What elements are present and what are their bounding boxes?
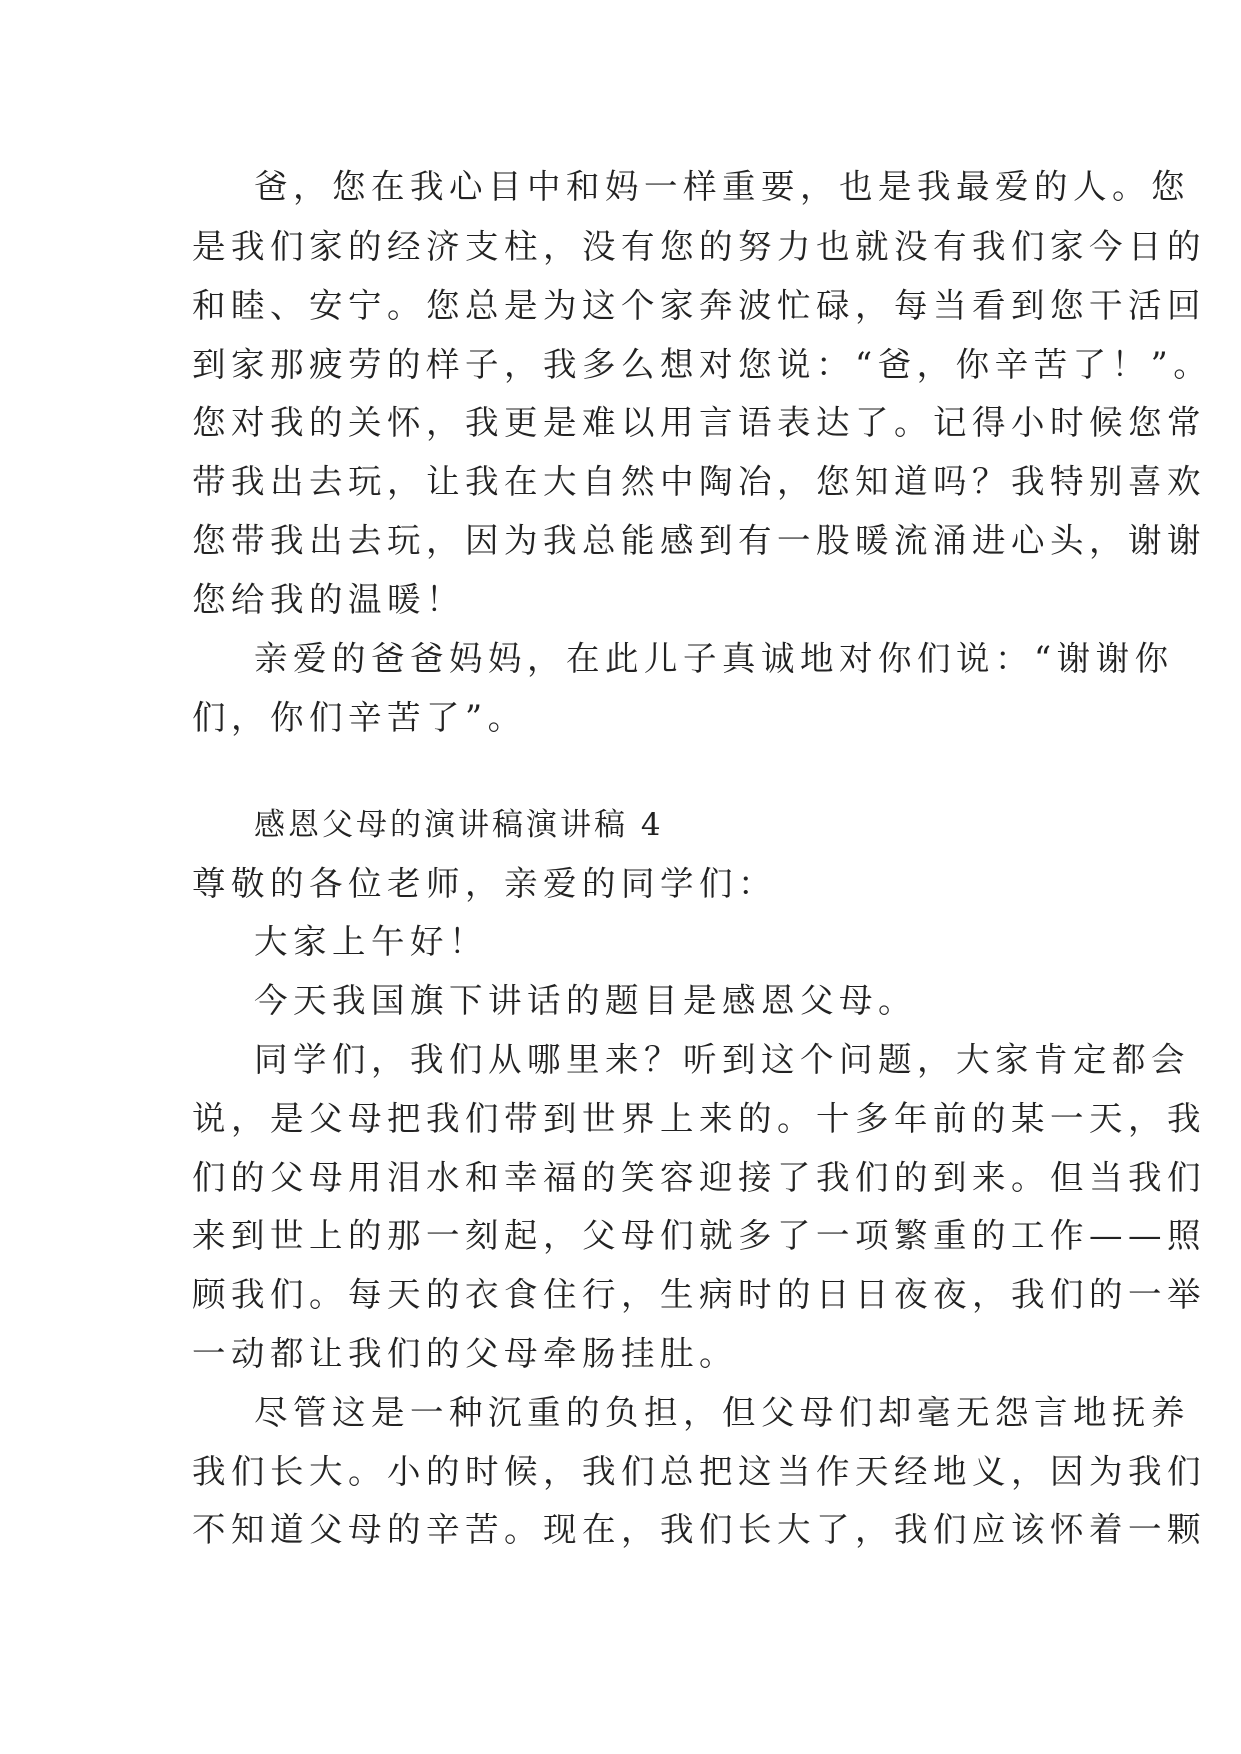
paragraph-line: 您带我出去玩，因为我总能感到有一股暖流涌进心头，谢谢: [192, 521, 1206, 560]
paragraph-line: 一动都让我们的父母牵肠挂肚。: [192, 1334, 738, 1373]
paragraph-line: 是我们家的经济支柱，没有您的努力也就没有我们家今日的: [192, 227, 1206, 266]
paragraph-line: 顾我们。每天的衣食住行，生病时的日日夜夜，我们的一举: [192, 1275, 1206, 1314]
section-title: 感恩父母的演讲稿演讲稿 4: [254, 807, 664, 843]
paragraph-line: 亲爱的爸爸妈妈，在此儿子真诚地对你们说：“谢谢你: [254, 639, 1174, 678]
paragraph-line: 到家那疲劳的样子，我多么想对您说：“爸，你辛苦了！”。: [192, 345, 1213, 384]
paragraph-line: 们，你们辛苦了”。: [192, 698, 527, 737]
paragraph-line: 同学们，我们从哪里来？听到这个问题，大家肯定都会: [254, 1040, 1190, 1079]
paragraph-line: 今天我国旗下讲话的题目是感恩父母。: [254, 981, 917, 1020]
paragraph-line: 爸，您在我心目中和妈一样重要，也是我最爱的人。您: [254, 167, 1190, 206]
paragraph-line: 不知道父母的辛苦。现在，我们长大了，我们应该怀着一颗: [192, 1510, 1206, 1549]
salutation: 尊敬的各位老师，亲爱的同学们：: [192, 864, 777, 903]
paragraph-line: 带我出去玩，让我在大自然中陶冶，您知道吗？我特别喜欢: [192, 462, 1206, 501]
paragraph-line: 我们长大。小的时候，我们总把这当作天经地义，因为我们: [192, 1452, 1206, 1491]
paragraph-line: 您对我的关怀，我更是难以用言语表达了。记得小时候您常: [192, 403, 1206, 442]
paragraph-line: 们的父母用泪水和幸福的笑容迎接了我们的到来。但当我们: [192, 1158, 1206, 1197]
paragraph-line: 说，是父母把我们带到世界上来的。十多年前的某一天，我: [192, 1099, 1206, 1138]
paragraph-line: 和睦、安宁。您总是为这个家奔波忙碌，每当看到您干活回: [192, 286, 1206, 325]
paragraph-line: 来到世上的那一刻起，父母们就多了一项繁重的工作——照: [192, 1216, 1206, 1255]
paragraph-line: 尽管这是一种沉重的负担，但父母们却毫无怨言地抚养: [254, 1393, 1190, 1432]
paragraph-line: 您给我的温暖！: [192, 580, 465, 619]
greeting: 大家上午好！: [254, 922, 488, 961]
